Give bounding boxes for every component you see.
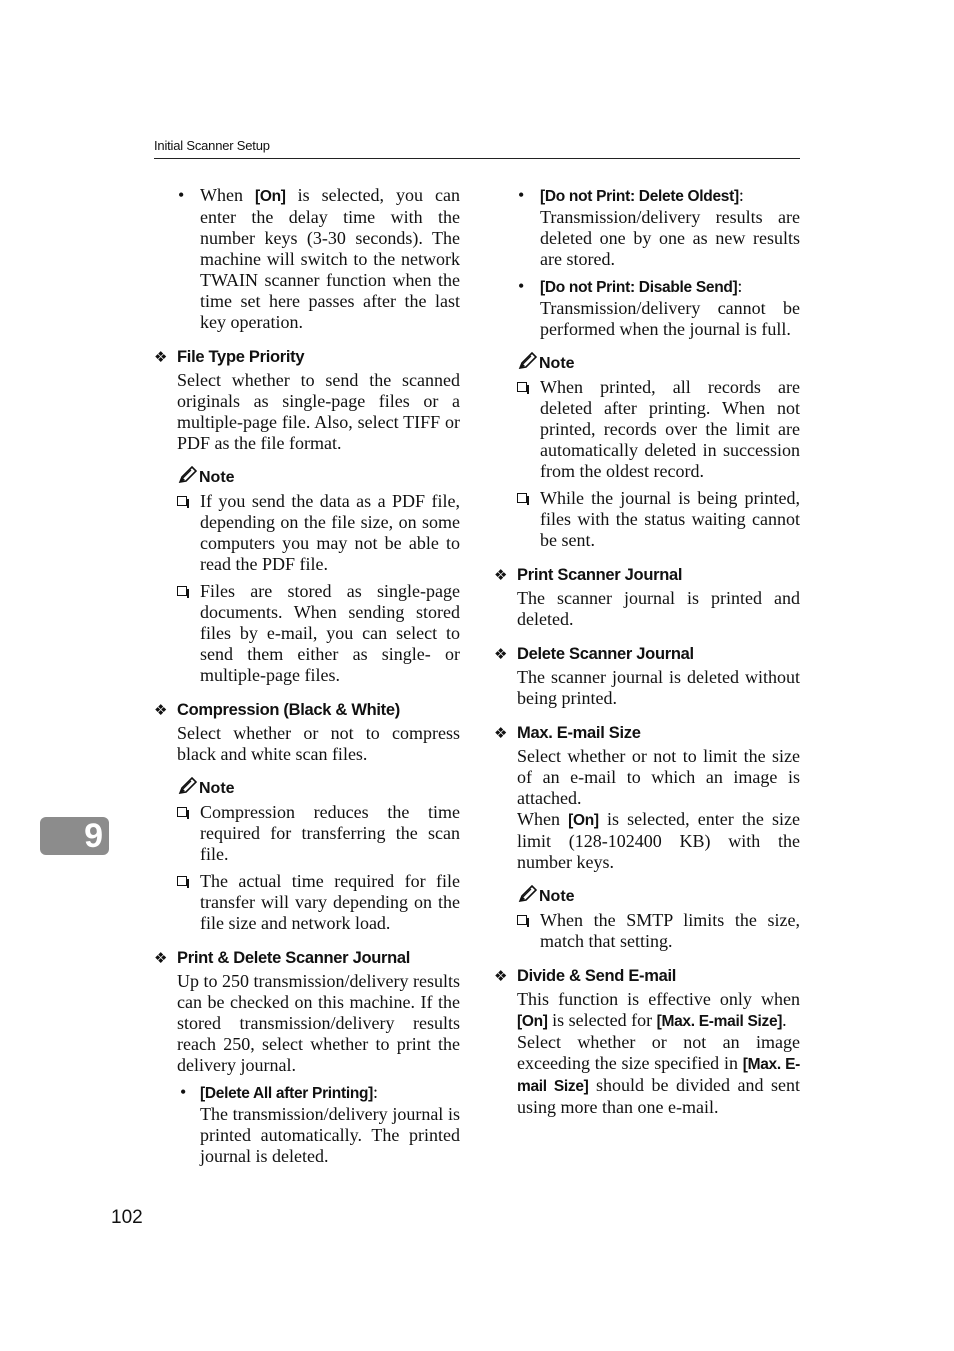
checkbox-glyph (177, 586, 187, 596)
page-number: 102 (111, 1207, 143, 1228)
checkbox-glyph (517, 493, 527, 503)
section-heading: ❖ Print Scanner Journal (494, 566, 683, 584)
section-body: Select whether or not an image exceeding the size specified in [Max. E-mail Size] should be divided and sent using more than one e-mail. (517, 1032, 801, 1117)
running-header: Initial Scanner Setup (154, 138, 270, 153)
section-body: Select whether or not to limit the size of an e-mail to which an image is attached. (517, 746, 800, 808)
section-heading: ❖ Print & Delete Scanner Journal (154, 949, 411, 967)
bullet-dot: • (518, 185, 525, 205)
diamond-icon: ❖ (154, 349, 168, 366)
note-item: Files are stored as single-page documents. When sending stored files by e-mail, you can select to send them either as single- or multiple-page files. (177, 581, 460, 686)
section-body: When [On] is selected, enter the size limit (128-102400 KB) with the number keys. (517, 809, 800, 872)
option-disable-send: • [Do not Print: Disable Send]: Transmission/delivery cannot be performed when the journal is full. (518, 276, 800, 339)
section-divide-send (494, 966, 800, 1118)
note-item: Compression reduces the time required for transferring the scan file. (177, 802, 460, 865)
section-file-type-priority (154, 347, 460, 686)
note-item: While the journal is being printed, files with the status waiting cannot be sent. (517, 488, 800, 551)
section-body: The scanner journal is printed and deleted. (517, 588, 800, 629)
note-block: Note Compression reduces the time required for transferring the scan file. The actual time required for file transfer will vary depending on the file size and network load. (154, 777, 460, 934)
section-heading: ❖ Max. E-mail Size (494, 724, 641, 742)
diamond-icon: ❖ (494, 646, 508, 663)
section-body: This function is effective only when [On] is selected for [Max. E-mail Size]. (517, 989, 800, 1030)
header-rule (154, 158, 800, 159)
diamond-icon: ❖ (494, 968, 508, 985)
section-max-email-size (494, 723, 800, 952)
section-print-delete-journal (154, 948, 460, 1167)
bullet-dot: • (180, 1082, 187, 1102)
section-compression (154, 700, 460, 934)
pencil-icon (177, 466, 197, 484)
section-body: The scanner journal is deleted without being printed. (517, 667, 800, 708)
note-item: If you send the data as a PDF file, depending on the file size, on some computers you may not be able to read the PDF file. (177, 491, 460, 575)
on-key: [On] (254, 188, 286, 205)
checkbox-glyph (517, 915, 527, 925)
note-block: Note If you send the data as a PDF file, depending on the file size, on some computers you may not be able to read the PDF file. Files are stored as single-page documents. When sending stored files by e-mail, you can select to send them either as single- or multiple-page files. (154, 466, 460, 686)
checkbox-glyph (177, 807, 187, 817)
pencil-icon (177, 777, 197, 795)
checkbox-glyph (177, 876, 187, 886)
section-heading: ❖ Compression (Black & White) (154, 701, 400, 719)
pencil-icon (517, 352, 537, 370)
diamond-icon: ❖ (494, 567, 508, 584)
note-item: When printed, all records are deleted after printing. When not printed, records over the limit are automatically deleted in succession from the oldest record. (517, 377, 800, 482)
section-body: Select whether or not to compress black and white scan files. (177, 723, 460, 764)
chapter-tab: 9 (40, 817, 109, 855)
pencil-icon (517, 885, 537, 903)
section-print-journal (494, 565, 800, 630)
section-delete-journal (494, 644, 800, 709)
diamond-icon: ❖ (154, 950, 168, 967)
section-body: Select whether to send the scanned originals as single-page files or a multiple-page file. Also, select TIFF or PDF as the file format. (177, 370, 460, 453)
delay-time-bullet: • When [On] is selected, you can enter the delay time with the number keys (3-30 seconds). The machine will switch to the network TWAIN scanner function when the time set here passes after the last key operation. (178, 185, 460, 332)
note-item: The actual time required for file transfer will vary depending on the file size and network load. (177, 871, 460, 934)
diamond-icon: ❖ (154, 702, 168, 719)
checkbox-glyph (177, 496, 187, 506)
option-delete-all: • [Delete All after Printing]: The transmission/delivery journal is printed automatically. The printed journal is deleted. (180, 1082, 460, 1166)
section-heading: ❖ Divide & Send E-mail (494, 967, 677, 985)
note-block: Note When printed, all records are deleted after printing. When not printed, records over the limit are automatically deleted in succession from the oldest record. While the journal is being printed, files with the status waiting cannot be sent. (494, 352, 800, 551)
section-heading: ❖ Delete Scanner Journal (494, 645, 694, 663)
right-column (494, 185, 800, 1118)
bullet-dot: • (518, 276, 525, 296)
bullet-dot: • (178, 185, 185, 205)
section-body: Up to 250 transmission/delivery results can be checked on this machine. If the stored transmission/delivery results reach 250, select whether to print the delivery journal. (177, 971, 460, 1075)
section-heading: ❖ File Type Priority (154, 348, 305, 366)
option-delete-oldest: • [Do not Print: Delete Oldest]: Transmission/delivery results are deleted one by one as new results are stored. (518, 185, 800, 269)
checkbox-glyph (517, 382, 527, 392)
note-block: Note When the SMTP limits the size, match that setting. (494, 885, 800, 952)
note-item: When the SMTP limits the size, match that setting. (517, 910, 800, 952)
diamond-icon: ❖ (494, 725, 508, 742)
left-column (154, 185, 460, 1167)
